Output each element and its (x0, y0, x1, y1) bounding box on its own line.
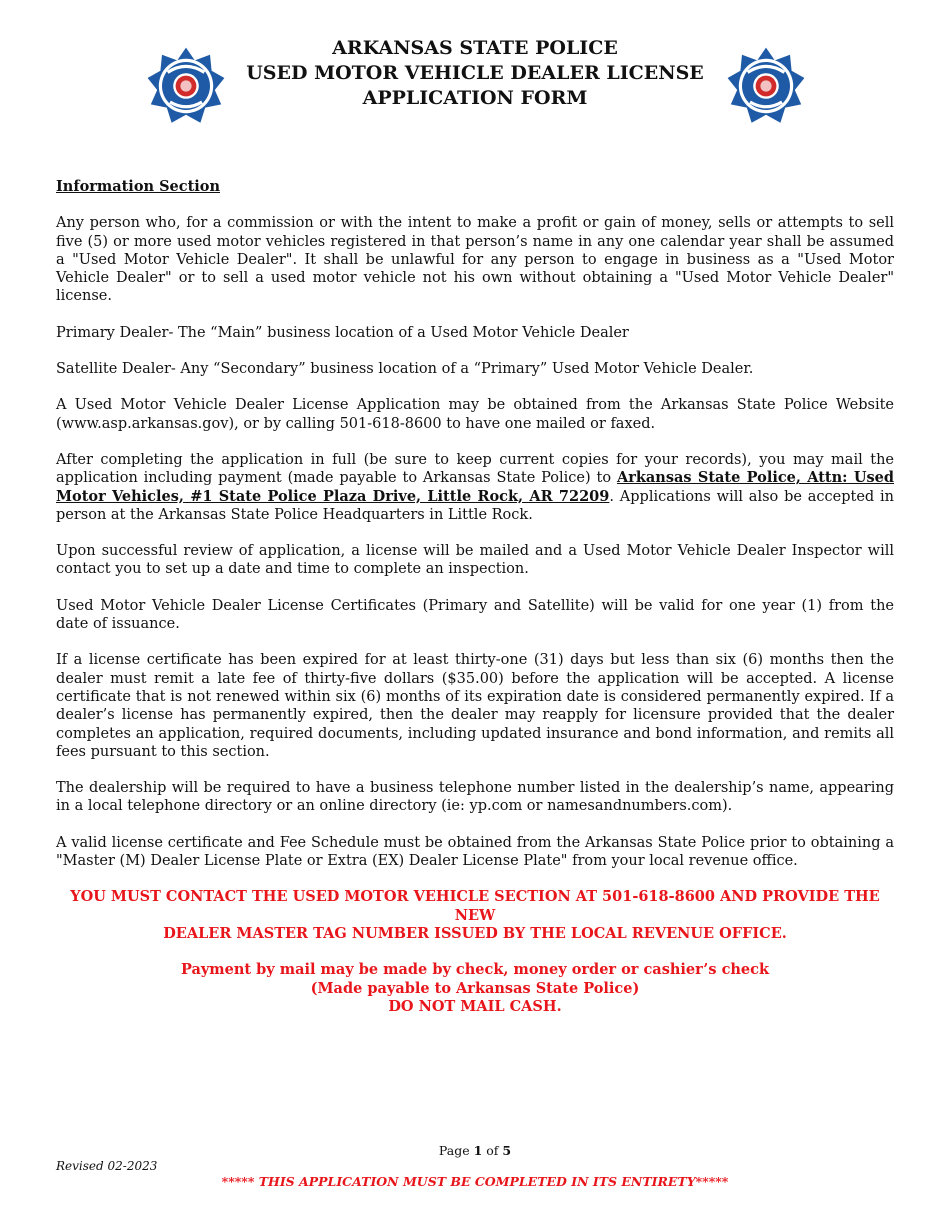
page-number (0, 1143, 950, 1158)
information-section (56, 178, 894, 1034)
contact-notice (56, 888, 894, 943)
payment-notice-line: (Made payable to Arkansas State Police) (310, 979, 640, 997)
title-line-form: APPLICATION FORM (362, 87, 588, 109)
form-title (200, 36, 750, 111)
application-obtain-paragraph: A Used Motor Vehicle Dealer License Application may be obtained from the Arkansas State Police Website (www.asp.arkansas.gov), or by calling 501-618-8600 to have one mailed or faxed. (56, 397, 894, 432)
review-paragraph: Upon successful review of application, a license will be mailed and a Used Motor Vehicle Dealer Inspector will contact you to set up a date and time to complete an inspection. (56, 543, 894, 578)
payment-notice (56, 961, 894, 1016)
payment-notice-line: DO NOT MAIL CASH. (388, 997, 562, 1015)
revised-date: Revised 02-2023 (56, 1159, 158, 1173)
arkansas-state-police-badge-icon (726, 46, 806, 126)
title-line-agency: ARKANSAS STATE POLICE (332, 37, 618, 59)
page-total: 5 (502, 1143, 512, 1158)
title-line-license: USED MOTOR VEHICLE DEALER LICENSE (246, 62, 704, 84)
satellite-dealer-paragraph: Satellite Dealer- Any “Secondary” business location of a “Primary” Used Motor Vehicle Dealer. (56, 361, 754, 378)
page-prefix: Page (438, 1143, 474, 1158)
validity-paragraph: Used Motor Vehicle Dealer License Certificates (Primary and Satellite) will be valid for one year (1) from the date of issuance. (56, 597, 894, 633)
mailing-address: Arkansas State Police, Attn: Used Motor Vehicles, #1 State Police Plaza Drive, Little Rock, AR 72209 (56, 469, 894, 505)
page-of: of (482, 1143, 503, 1158)
section-title: Information Section (56, 178, 221, 195)
payment-notice-line: Payment by mail may be made by check, money order or cashier’s check (180, 961, 770, 979)
primary-dealer-paragraph: Primary Dealer- The “Main” business location of a Used Motor Vehicle Dealer (56, 324, 629, 341)
telephone-paragraph: The dealership will be required to have a business telephone number listed in the dealership’s name, appearing in a local telephone directory or an online directory (ie: yp.com or namesandnumbers.com). (56, 780, 894, 815)
completion-notice: ***** THIS APPLICATION MUST BE COMPLETED IN ITS ENTIRETY***** (221, 1174, 729, 1189)
late-fee-paragraph: If a license certificate has been expired for at least thirty-one (31) days but less than six (6) months then the dealer must remit a late fee of thirty-five dollars ($35.00) before the application will be accepted. A license certificate that is not renewed within six (6) months of its expiration date is considered permanently expired. If a dealer’s license has permanently expired, then the dealer may reapply for licensure provided that the dealer completes an application, required documents, including updated insurance and bond information, and remits all fees pursuant to this section. (56, 652, 894, 760)
mailing-paragraph (56, 451, 894, 524)
mailing-text: After completing the application in full (be sure to keep current copies for your records), you may mail the application including payment (made payable to Arkansas State Police) to (56, 451, 894, 487)
contact-notice-line: YOU MUST CONTACT THE USED MOTOR VEHICLE SECTION AT 501-618-8600 AND PROVIDE THE NEW (70, 888, 880, 924)
dealer-definition-paragraph: Any person who, for a commission or with the intent to make a profit or gain of money, sells or attempts to sell five (5) or more used motor vehicles registered in that person’s name in any one calendar year shall be assumed a "Used Motor Vehicle Dealer". It shall be unlawful for any person to engage in business as a "Used Motor Vehicle Dealer" or to sell a used motor vehicle not his own without obtaining a "Used Motor Vehicle Dealer" license. (56, 215, 894, 305)
contact-notice-line: DEALER MASTER TAG NUMBER ISSUED BY THE LOCAL REVENUE OFFICE. (163, 924, 787, 942)
page-current: 1 (473, 1143, 483, 1158)
page-header (0, 36, 950, 126)
license-plate-paragraph: A valid license certificate and Fee Schedule must be obtained from the Arkansas State Police prior to obtaining a "Master (M) Dealer License Plate or Extra (EX) Dealer License Plate" from your local revenue office. (56, 834, 894, 870)
mailing-text-end: . Applications will also be accepted in person at the Arkansas State Police Headquarters in Little Rock. (56, 488, 894, 523)
